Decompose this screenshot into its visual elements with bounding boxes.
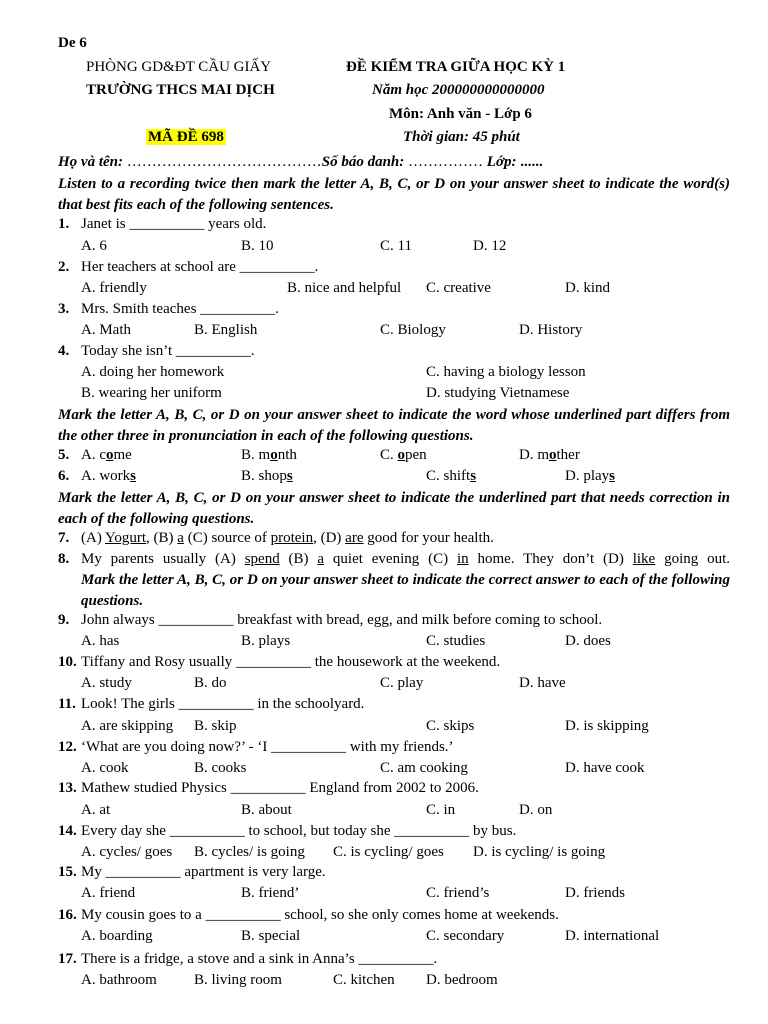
question-number: 10. <box>58 654 77 670</box>
instruction-listening: Listen to a recording twice then mark the letter A, B, C, or D on your answer sheet to indicate the word(s) that best fits each of the following sentences. <box>58 176 730 213</box>
question-number: 17. <box>58 951 77 967</box>
option-a: A. cycles/ goes <box>81 844 173 860</box>
option-b: B. plays <box>241 633 291 649</box>
instruction-pronunciation: Mark the letter A, B, C, or D on your answer sheet to indicate the word whose underlined part differs from the other three in pronunciation in each of the following questions. <box>58 407 730 444</box>
underlined-part: s <box>470 468 477 484</box>
option-d: D. studying Vietnamese <box>426 385 570 401</box>
option-a: A. 6 <box>81 238 107 254</box>
option-c: C. studies <box>426 633 486 649</box>
name-label: Họ và tên: <box>58 154 123 170</box>
question-text: Mathew studied Physics __________ England from 2002 to 2006. <box>81 780 479 796</box>
underlined-part: s <box>130 468 137 484</box>
option-d: D. 12 <box>473 238 507 254</box>
option-a: A. boarding <box>81 928 153 944</box>
question-number: 8. <box>58 551 70 567</box>
option-b: B. do <box>194 675 227 691</box>
question-text: John always __________ breakfast with bread, egg, and milk before coming to school. <box>81 612 603 628</box>
option-a: A. at <box>81 802 111 818</box>
option-d: D. is cycling/ is going <box>473 844 606 860</box>
question-text: My cousin goes to a __________ school, so she only comes home at weekends. <box>81 907 559 923</box>
question-number: 11. <box>58 696 76 712</box>
instruction-correction: Mark the letter A, B, C, or D on your answer sheet to indicate the underlined part that needs correction in each of the following questions. <box>58 490 730 527</box>
option-c: C. friend’s <box>426 885 490 901</box>
option-d: D. mother <box>519 447 580 463</box>
option-a: A. friend <box>81 885 136 901</box>
option-d: D. History <box>519 322 583 338</box>
option-b: B. special <box>241 928 301 944</box>
question-text: Look! The girls __________ in the schoolyard. <box>81 696 365 712</box>
question-text: Mrs. Smith teaches __________. <box>81 301 279 317</box>
option-a: A. come <box>81 447 132 463</box>
question-number: 6. <box>58 468 70 484</box>
underlined-part: like <box>632 551 656 567</box>
option-b: B. skip <box>194 718 237 734</box>
option-a: A. Math <box>81 322 131 338</box>
option-b: B. living room <box>194 972 282 988</box>
question-number: 13. <box>58 780 77 796</box>
underlined-part: s <box>286 468 293 484</box>
question-text: My __________ apartment is very large. <box>81 864 326 880</box>
option-c: C. skips <box>426 718 475 734</box>
question-number: 4. <box>58 343 70 359</box>
question-number: 15. <box>58 864 77 880</box>
question-text: Janet is __________ years old. <box>81 216 267 232</box>
question-number: 1. <box>58 216 70 232</box>
instruction-correct-answer: Mark the letter A, B, C, or D on your answer sheet to indicate the correct answer to each of the following questions. <box>81 572 730 609</box>
option-b: B. English <box>194 322 258 338</box>
option-d: D. have <box>519 675 566 691</box>
question-number: 16. <box>58 907 77 923</box>
option-c: C. having a biology lesson <box>426 364 586 380</box>
question-number: 7. <box>58 530 70 546</box>
option-b: B. about <box>241 802 292 818</box>
underlined-part: protein <box>270 530 314 546</box>
option-c: C. play <box>380 675 424 691</box>
option-c: C. is cycling/ goes <box>333 844 444 860</box>
underlined-part: o <box>549 447 557 463</box>
option-b: B. month <box>241 447 297 463</box>
exam-code <box>146 129 226 146</box>
underlined-part: a <box>177 530 184 546</box>
question-text: Her teachers at school are __________. <box>81 259 319 275</box>
option-a: A. are skipping <box>81 718 174 734</box>
underlined-part: o <box>397 447 406 463</box>
school-year: Năm học 200000000000000 <box>372 82 545 98</box>
name-field: ………………………………… <box>123 154 322 170</box>
underlined-part: s <box>609 468 616 484</box>
option-b: B. cooks <box>194 760 247 776</box>
option-a: A. cook <box>81 760 129 776</box>
question-number: 14. <box>58 823 77 839</box>
underlined-part: spend <box>244 551 280 567</box>
underlined-part: a <box>317 551 325 567</box>
option-c: C. am cooking <box>380 760 468 776</box>
option-b: B. nice and helpful <box>287 280 402 296</box>
option-d: D. have cook <box>565 760 645 776</box>
question-text: My parents usually (A) spend (B) a quiet evening (C) in home. They don’t (D) like going out. <box>81 551 731 567</box>
option-c: C. creative <box>426 280 491 296</box>
option-d: D. kind <box>565 280 610 296</box>
school-name: TRƯỜNG THCS MAI DỊCH <box>86 82 275 98</box>
underlined-part: Yogurt <box>105 530 147 546</box>
question-number: 9. <box>58 612 70 628</box>
option-a: A. doing her homework <box>81 364 225 380</box>
duration: Thời gian: 45 phút <box>403 129 520 145</box>
option-d: D. international <box>565 928 660 944</box>
option-a: A. friendly <box>81 280 147 296</box>
underlined-part: in <box>456 551 469 567</box>
question-text: ‘What are you doing now?’ - ‘I __________ with my friends.’ <box>81 739 454 755</box>
option-c: C. open <box>380 447 427 463</box>
option-b: B. shops <box>241 468 293 484</box>
option-d: D. bedroom <box>426 972 498 988</box>
question-number: 12. <box>58 739 77 755</box>
department-name: PHÒNG GD&ĐT CẦU GIẤY <box>86 59 272 75</box>
exam-title: ĐỀ KIỂM TRA GIỮA HỌC KỲ 1 <box>346 59 566 75</box>
question-number: 2. <box>58 259 70 275</box>
option-c: C. 11 <box>380 238 412 254</box>
underlined-part: are <box>345 530 364 546</box>
question-text: Every day she __________ to school, but today she __________ by bus. <box>81 823 517 839</box>
option-b: B. friend’ <box>241 885 300 901</box>
option-d: D. does <box>565 633 611 649</box>
student-info-line <box>58 154 543 171</box>
underlined-part: o <box>106 447 114 463</box>
option-d: D. on <box>519 802 553 818</box>
option-c: C. kitchen <box>333 972 395 988</box>
option-a: A. bathroom <box>81 972 157 988</box>
option-d: D. plays <box>565 468 616 484</box>
option-c: C. shifts <box>426 468 477 484</box>
class-label: Lớp: <box>486 154 517 170</box>
class-field: ...... <box>516 154 543 170</box>
option-b: B. wearing her uniform <box>81 385 222 401</box>
option-b: B. 10 <box>241 238 274 254</box>
option-b: B. cycles/ is going <box>194 844 305 860</box>
option-a: A. study <box>81 675 132 691</box>
question-number: 5. <box>58 447 70 463</box>
question-text: (A) Yogurt, (B) a (C) source of protein, (D) are good for your health. <box>81 530 494 546</box>
option-c: C. Biology <box>380 322 446 338</box>
id-label: Số báo danh: <box>321 154 405 170</box>
option-c: C. secondary <box>426 928 505 944</box>
option-a: A. works <box>81 468 137 484</box>
option-c: C. in <box>426 802 456 818</box>
question-text: Today she isn’t __________. <box>81 343 255 359</box>
option-a: A. has <box>81 633 120 649</box>
exam-code-highlight: MÃ ĐỀ 698 <box>148 129 224 145</box>
underlined-part: o <box>270 447 278 463</box>
option-d: D. is skipping <box>565 718 649 734</box>
question-text: There is a fridge, a stove and a sink in Anna’s __________. <box>81 951 438 967</box>
option-d: D. friends <box>565 885 625 901</box>
question-number: 3. <box>58 301 70 317</box>
question-text: Tiffany and Rosy usually __________ the housework at the weekend. <box>81 654 501 670</box>
id-field: …………… <box>404 154 487 170</box>
document-label: De 6 <box>58 35 87 51</box>
subject: Môn: Anh văn - Lớp 6 <box>389 106 532 122</box>
